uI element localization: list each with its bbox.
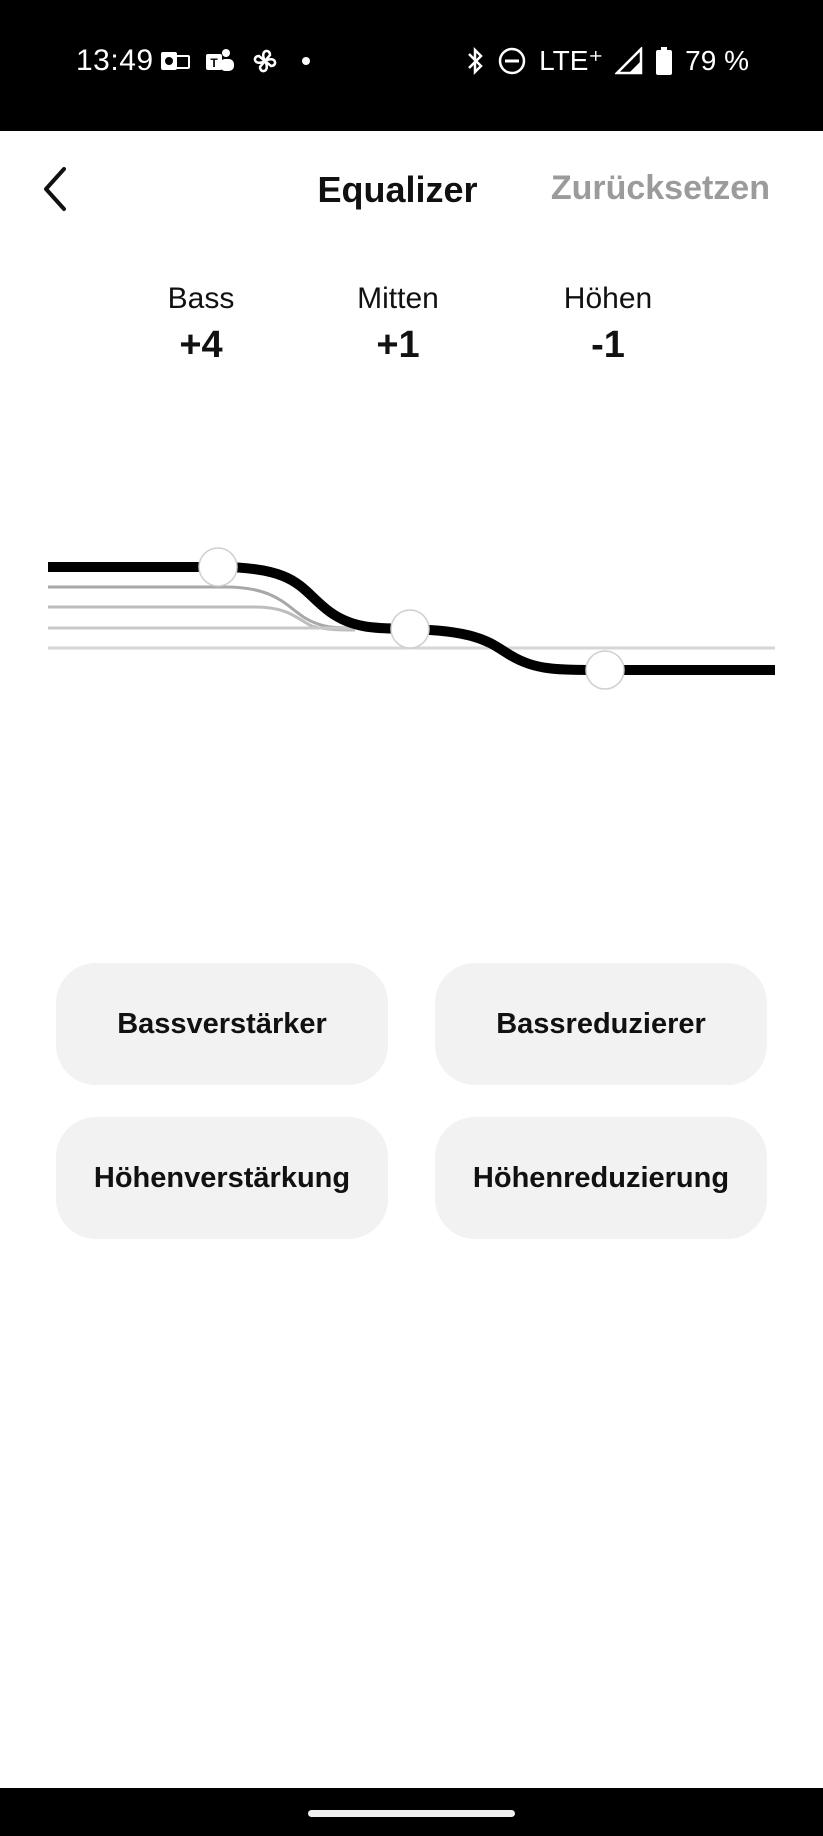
preset-hoehenreduzierung-button[interactable]: Höhenreduzierung	[435, 1117, 767, 1239]
notification-icons	[160, 46, 310, 76]
outlook-icon	[160, 48, 190, 74]
status-time: 13:49	[76, 44, 154, 77]
home-gesture-handle[interactable]	[308, 1810, 515, 1817]
band-label: Höhen	[563, 282, 653, 315]
system-icons	[465, 44, 749, 77]
band-label: Bass	[167, 282, 235, 315]
band-value: +1	[376, 324, 420, 366]
hoehen-handle[interactable]	[586, 651, 624, 689]
preset-bassreduzierer-button[interactable]: Bassreduzierer	[435, 963, 767, 1085]
teams-icon	[204, 47, 236, 75]
band-hoehen	[508, 282, 708, 367]
band-value: -1	[591, 324, 625, 366]
bass-handle[interactable]	[199, 548, 237, 586]
battery-level: 79 %	[685, 44, 749, 76]
fan-icon	[250, 46, 280, 76]
preset-hoehenverstaerkung-button[interactable]: Höhenverstärkung	[56, 1117, 388, 1239]
band-value: +4	[179, 324, 223, 366]
svg-text:T: T	[210, 56, 218, 70]
band-mitten	[298, 282, 498, 367]
reset-button[interactable]: Zurücksetzen	[550, 169, 770, 207]
bluetooth-icon	[465, 46, 485, 76]
band-bass	[101, 282, 301, 367]
status-bar	[0, 0, 823, 131]
battery-icon	[655, 46, 673, 76]
network-type: LTE⁺	[539, 45, 604, 76]
app-header	[0, 131, 823, 251]
navigation-bar	[0, 1788, 823, 1836]
do-not-disturb-icon	[497, 46, 527, 76]
mitten-handle[interactable]	[391, 610, 429, 648]
signal-icon	[615, 47, 643, 75]
band-label: Mitten	[357, 282, 439, 315]
equalizer-curve-graph	[0, 460, 823, 720]
page-title: Equalizer	[317, 169, 478, 210]
preset-bassverstaerker-button[interactable]: Bassverstärker	[56, 963, 388, 1085]
notification-dot	[302, 57, 310, 65]
